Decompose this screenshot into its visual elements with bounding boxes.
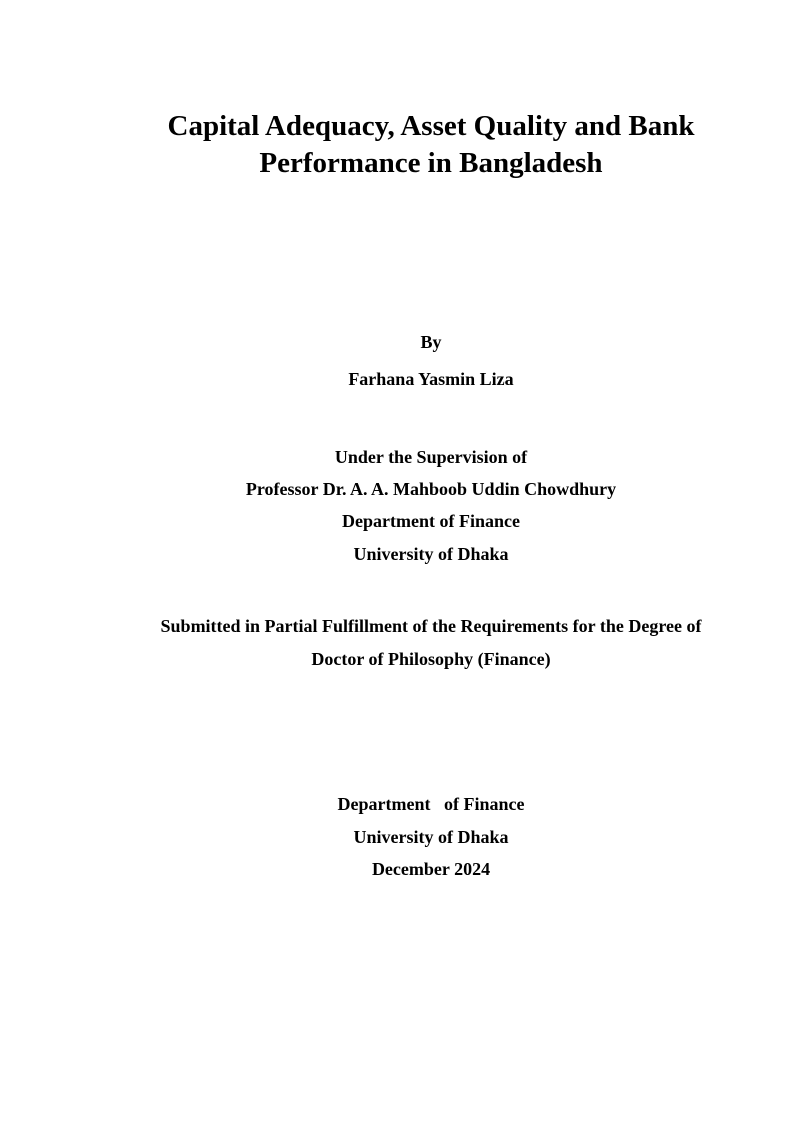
thesis-title-line-1: Capital Adequacy, Asset Quality and Bank bbox=[167, 110, 695, 142]
thesis-title-line-2: Performance in Bangladesh bbox=[259, 147, 603, 179]
supervisor-university: University of Dhaka bbox=[353, 544, 509, 564]
footer-department: Department of Finance bbox=[337, 794, 525, 814]
supervisor-department: Department of Finance bbox=[342, 511, 520, 531]
footer-university: University of Dhaka bbox=[353, 827, 509, 847]
author-name: Farhana Yasmin Liza bbox=[348, 369, 514, 389]
by-label: By bbox=[420, 332, 442, 352]
submission-statement-line-1: Submitted in Partial Fulfillment of the Requirements for the Degree of bbox=[160, 616, 702, 636]
supervision-label: Under the Supervision of bbox=[334, 447, 528, 467]
supervisor-name: Professor Dr. A. A. Mahboob Uddin Chowdhury bbox=[245, 479, 617, 499]
submission-date: December 2024 bbox=[371, 859, 491, 879]
degree-name: Doctor of Philosophy (Finance) bbox=[311, 649, 551, 669]
